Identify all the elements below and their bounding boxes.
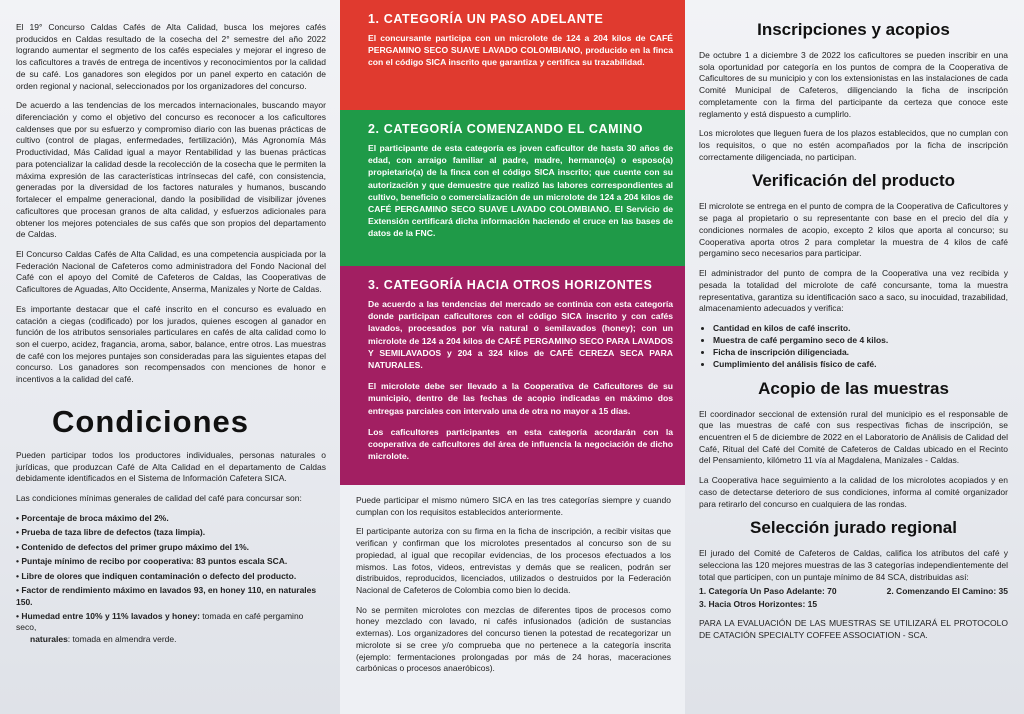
middle-text (340, 485, 685, 675)
conditions-paragraph-1: Pueden participar todos los productores individuales, personas naturales o jurídicas, que produzcan Café de Alta Calidad en el departamento de Caldas debidamente identificados en el Sistema de Información Cafetera SICA. (16, 449, 326, 484)
verification-heading: Verificación del producto (751, 171, 956, 191)
category-2-box (340, 110, 685, 266)
distribution-category-3: 3. Hacia Otros Horizontes: 15 (699, 598, 818, 609)
intro-paragraph-4: Es importante destacar que el café inscrito en el concurso es evaluado en catación a ciegas (codificado) por los jurados, quienes escogen al ganador en función de los atributos sensoriales particulares en cafés de alta calidad como lo son el cuerpo, acidez, fragancia, aroma, sabor, balance, entre otros. Las muestras de café con los mejores puntajes son consideradas para las siguientes etapas del concurso. Los ganadores son recompensados con menciones de honor e incentivos a la calidad del café. (16, 303, 326, 385)
intro-paragraph-2: De acuerdo a las tendencias de los mercados internacionales, buscando mayor diferenciación y como el objetivo del concurso es reconocer a los caficultores caldenses que por su esfuerzo y compromiso diario con las buenas prácticas de cultivo (control de plagas, enfermedades, fertilización), Más Agronomía Más Productividad, Más Calidad igual a mayor Rentabilidad y las buenas prácticas para potencializar la calidad desde la recolección de la cosecha que le permiten la máxima expresión de las características intrínsecas del café, con consistencia, generadas por la diversidad de los factores naturales y humanos, buscando fortalecer el empalme generacional, dando la posibilidad de visibilizar jóvenes caficultores que procesan granos de alta calidad, y esfuerzos adicionales para obtener los mejores potenciales de sus cafés que son propios del departamento de Caldas. (16, 100, 326, 240)
condition-item: • Puntaje mínimo de recibo por cooperativa: 83 puntos escala SCA. (16, 556, 288, 567)
condition-item: • Factor de rendimiento máximo en lavados 93, en honey 110, en naturales 150. (16, 585, 317, 607)
condition-item: • Porcentaje de broca máximo del 2%. (16, 512, 169, 523)
verification-paragraph-2: El administrador del punto de compra de la Cooperativa una vez recibida y pesada la totalidad del microlote de café concursante, toma la muestra representativa, garantiza su identificación saco a saco, su inocuidad, trazabilidad, almacenamiento adecuados y verifica: (699, 268, 1008, 314)
category-3-paragraph-2: El microlote debe ser llevado a la Cooperativa de Caficultores de su municipio, dentro de las fechas de acopio indicadas en máximo dos entregas parciales con intervalo una de otra no mayor a 15 días. (368, 381, 673, 416)
intro-paragraph-1: El 19° Concurso Caldas Cafés de Alta Calidad, busca los mejores cafés producidos en Caldas resultado de la cosecha del 2° semestre del año 2022 logrando aumentar el segmento de los cafés especiales y mejorar el ingreso de los caficultores a través de entrega de incentivos y reconocimientos por la calidad de su café. Los ganadores son elegidos por un panel experto en catación de orden regional y nacional, seleccionados por los organizadores del concurso. (16, 22, 326, 91)
category-1-title: 1. CATEGORÍA UN PASO ADELANTE (368, 12, 604, 26)
sample-collection-paragraph-2: La Cooperativa hace seguimiento a la calidad de los microlotes acopiados y en caso de detectarse deterioro de sus condiciones, informa al comité organizador para retirarlo del concurso en cualquiera de las rondas. (699, 475, 1008, 509)
middle-column (340, 0, 685, 714)
right-column (685, 0, 1024, 714)
jury-selection-paragraph: El jurado del Comité de Cafeteros de Caldas, califica los atributos del café y selecciona las 120 mejores muestras de las 3 categorías independientemente del total que participen, con un puntaje mínimo de 84 SCA, distribuidas así: (699, 548, 1008, 582)
sample-collection-paragraph-1: El coordinador seccional de extensión rural del municipio es el responsable de que las muestras de café con sus respectivas fichas de inscripción, se encuentren el 5 de diciembre de 2022 en el Laboratorio de Análisis de Calidad del Café, Ritual del Café del Comité de Cafeteros de Caldas ubicado en el Recinto del Pensamiento, kilómetro 11 vía al Magdalena, Manizales - Caldas. (699, 408, 1008, 466)
category-distribution (699, 585, 1008, 610)
condition-item: • Contenido de defectos del primer grupo máximo del 1%. (16, 541, 249, 552)
intro-paragraph-3: El Concurso Caldas Cafés de Alta Calidad, es una competencia auspiciada por la Federación Nacional de Cafeteros como administradora del Fondo Nacional del Café con el apoyo del Comité de Cafeteros de Caldas, las Cooperativas de Caficultores de Aguadas, Alto Occidente, Anserma, Manizales y Norte de Caldas. (16, 248, 326, 295)
sca-protocol-note: PARA LA EVALUACIÓN DE LAS MUESTRAS SE UTILIZARÁ EL PROTOCOLO DE CATACIÓN SPECIALTY COFFEE ASSOCIATION - SCA. (699, 618, 1008, 640)
jury-selection-heading: Selección jurado regional (750, 518, 957, 538)
checklist-item: • Cumplimiento del análisis físico de café. (713, 359, 1008, 371)
condition-item: • Libre de olores que indiquen contaminación o defecto del producto. (16, 570, 297, 581)
condition-item: • Prueba de taza libre de defectos (taza limpia). (16, 527, 206, 538)
distribution-category-1: 1. Categoría Un Paso Adelante: 70 (699, 586, 837, 597)
condition-item: • Humedad entre 10% y 11% lavados y honey: tomada en café pergamino seco, (16, 611, 304, 633)
inscriptions-heading: Inscripciones y acopios (757, 20, 950, 39)
sample-collection-heading: Acopio de las muestras (758, 378, 949, 398)
category-1-text: El concursante participa con un microlote de 124 a 204 kilos de CAFÉ PERGAMINO SECO SUAVE LAVADO COLOMBIANO, producido en la finca con el código SICA inscrito que garantiza y certifica su trazabilidad. (368, 33, 673, 68)
category-3-paragraph-3: Los caficultores participantes en esta categoría acordarán con la cooperativa de caficultores del área de influencia la negociación de dicho microlote. (368, 426, 673, 462)
verification-paragraph-1: El microlote se entrega en el punto de compra de la Cooperativa de Caficultores y se paga al propietario o su representante con base en el precio del día y condiciones normales de acopio, excepto 2 kilos que aporta al concurso; su Cooperativa aporta otros 2 para completar la muestra de 4 kilos de café pergamino seco necesarios para participar. (699, 201, 1008, 259)
middle-paragraph-3: No se permiten microlotes con mezclas de diferentes tipos de procesos como honey mezclado con lavado, ni cafés infusionados (adición de sustancias externas). Los organizadores del concurso tienen la potestad de recategorizar un microlote si se cree y/o comprueba que no pertenece a la categoría inscrita (ejemplo: fermentaciones prolongadas por más de 24 horas, maceraciones carbónicas o procesos anaeróbicos). (356, 604, 671, 674)
conditions-paragraph-2: Las condiciones mínimas generales de calidad del café para concursar son: (16, 493, 302, 503)
category-1-box (340, 0, 685, 110)
middle-paragraph-2: El participante autoriza con su firma en la ficha de inscripción, a recibir visitas que verifican y confirman que los microlotes presentados al concurso son de su propiedad, al igual que recopilar evidencias, de los procesos efectuados a los mismos. Las fotos, videos, entrevistas y demás que se realicen, podrán ser distribuidos, reproducidos, licenciados, utilizados o destruidos por la Federación Nacional de Cafeteros de Colombia como bien lo decida. (356, 526, 671, 596)
middle-paragraph-1: Puede participar el mismo número SICA en las tres categorías siempre y cuando cumplan con los requisitos establecidos anteriormente. (356, 495, 671, 517)
distribution-category-2: 2. Comenzando El Camino: 35 (886, 586, 1008, 597)
conditions-list (16, 513, 326, 646)
checklist-item: • Muestra de café pergamino seco de 4 kilos. (713, 335, 1008, 347)
category-2-text: El participante de esta categoría es joven caficultor de hasta 30 años de edad, con arraigo familiar al padre, madre, hermano(a) o esposo(a) propietario(a) de la finca con el código SICA inscrito; que cuente con su autorización y que demuestre que realizó las labores correspondientes al cultivo, beneficio o comercialización de un microlote de 124 a 204 kilos de CAFÉ PERGAMINO SECO SUAVE LAVADO COLOMBIANO. El Servicio de Extensión certificará dicha información haciendo el cruce en las bases de datos de la FNC. (368, 143, 673, 239)
checklist-item: • Ficha de inscripción diligenciada. (713, 347, 1008, 359)
inscriptions-paragraph-2: Los microlotes que lleguen fuera de los plazos establecidos, que no cumplan con los requisitos, o que no estén acompañados por la ficha de inscripción correctamente diligenciada, no participan. (699, 128, 1008, 162)
checklist-item: • Cantidad en kilos de café inscrito. (713, 323, 1008, 335)
category-3-paragraph-1: De acuerdo a las tendencias del mercado se continúa con esta categoría donde participan caficultores con el código SICA inscrito y con cafés lavados, procesados por vía natural o semilavados (honey); con un microlote de 124 a 204 kilos de CAFÉ PERGAMINO SECO PARA LAVADOS Y SEMILAVADOS y 204 a 324 kilos de CAFÉ CEREZA SECA PARA NATURALES. (368, 299, 673, 371)
category-3-title: 3. CATEGORÍA HACIA OTROS HORIZONTES (368, 278, 653, 292)
conditions-title: Condiciones (52, 403, 250, 439)
inscriptions-paragraph-1: De octubre 1 a diciembre 3 de 2022 los caficultores se pueden inscribir en una sola oportunidad por categoría en los puntos de compra de la Cooperativa de Caficultores de su municipio y con los extensionistas en las instalaciones de cada Comité Municipal de Cafeteros, diligenciando la ficha de inscripción completamente con la firma del participante da certeza que conoce este reglamento y está dispuesto a cumplirlo. (699, 50, 1008, 119)
category-3-box (340, 266, 685, 485)
left-column (0, 0, 340, 714)
condition-item: naturales: tomada en almendra verde. (30, 633, 177, 644)
category-2-title: 2. CATEGORÍA COMENZANDO EL CAMINO (368, 122, 644, 136)
verification-checklist (713, 323, 1008, 371)
